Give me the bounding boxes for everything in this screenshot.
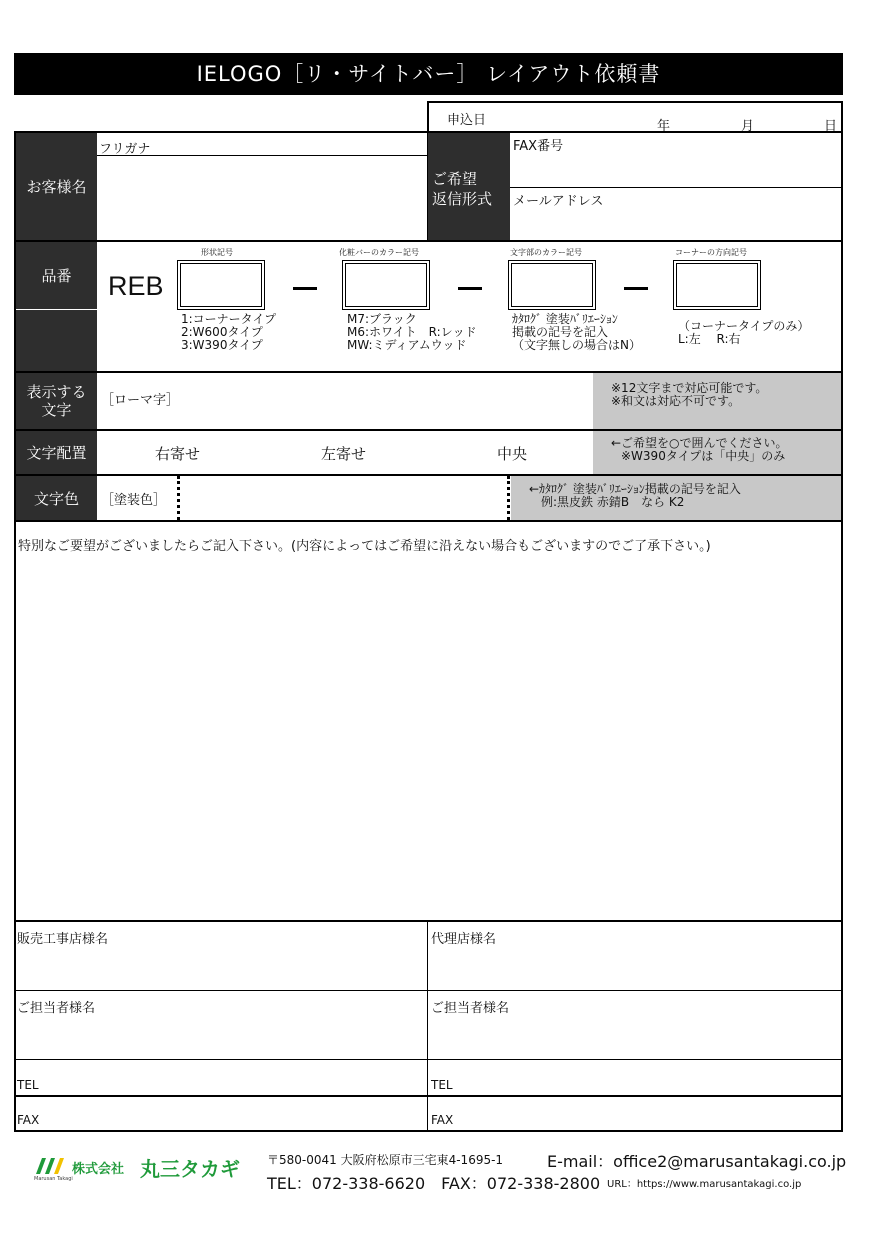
shape-code-header: 形状記号 <box>201 248 233 257</box>
logo-company-type: 株式会社 <box>72 1162 125 1177</box>
text-color-row-note-2: 例:黒皮鉄 赤錆B なら K2 <box>541 495 685 509</box>
customer-label: お客様名 <box>16 133 97 240</box>
special-requests-field[interactable] <box>16 560 841 920</box>
agency-name-label: 代理店様名 <box>431 932 497 947</box>
text-color-row-label: 文字色 <box>16 476 97 520</box>
company-url[interactable]: URL：https://www.marusantakagi.co.jp <box>607 1179 802 1190</box>
text-color-note-2: 掲載の記号を記入 <box>512 325 609 339</box>
corner-note-1: （コーナータイプのみ） <box>678 319 810 333</box>
shop-tel-field[interactable] <box>50 1061 426 1094</box>
logo-company-name: 丸三タカギ <box>140 1157 240 1181</box>
shop-tel-label: TEL <box>17 1078 39 1092</box>
bar-color-notes <box>347 313 477 352</box>
email-field[interactable] <box>511 208 841 240</box>
shop-name-label: 販売工事店様名 <box>17 932 109 947</box>
bar-color-note-2: M6:ホワイト R:レッド <box>347 325 477 339</box>
fax-number-label: FAX番号 <box>513 139 564 154</box>
company-address: 〒580-0041 大阪府松原市三宅東4-1695-1 <box>267 1153 504 1167</box>
apply-day-label: 日 <box>824 119 838 134</box>
apply-date-label: 申込日 <box>447 113 487 128</box>
furigana-label: フリガナ <box>99 142 151 157</box>
display-text-note-2: ※和文は対応不可です。 <box>611 394 741 408</box>
display-text-label-line1: 表示する <box>26 383 87 401</box>
logo-mark-icon <box>34 1156 66 1176</box>
company-phones: TEL：072-338-6620 FAX：072-338-2800 <box>267 1174 601 1193</box>
shop-name-field[interactable] <box>16 946 426 989</box>
text-color-row-notes <box>511 476 841 520</box>
paint-color-field[interactable] <box>181 476 507 520</box>
text-color-row-note-1: ←ｶﾀﾛｸﾞ 塗装ﾊﾞﾘｴｰｼｮﾝ掲載の記号を記入 <box>529 482 741 496</box>
apply-month-label: 月 <box>741 119 755 134</box>
display-text-note-1: ※12文字まで対応可能です。 <box>611 381 768 395</box>
form-title: IELOGO［リ・サイトバー］ レイアウト依頼書 <box>14 53 843 95</box>
alignment-note-1: ←ご希望を○で囲んでください。 <box>611 436 788 450</box>
shape-code-notes <box>181 313 276 352</box>
shop-person-label: ご担当者様名 <box>17 1001 96 1016</box>
alignment-notes <box>593 431 841 474</box>
text-color-box[interactable] <box>508 260 596 310</box>
apply-date-box <box>427 101 843 133</box>
agency-tel-field[interactable] <box>464 1061 841 1094</box>
company-logo <box>34 1152 254 1188</box>
bar-color-note-3: MW:ミディアムウッド <box>347 338 467 352</box>
reply-format-label-line1: ご希望 <box>432 170 478 188</box>
shape-note-1: 1:コーナータイプ <box>181 312 277 326</box>
display-text-label <box>16 373 97 429</box>
text-color-notes <box>512 313 641 352</box>
agency-person-field[interactable] <box>429 1015 841 1058</box>
shop-person-field[interactable] <box>16 1015 426 1058</box>
display-text-notes <box>593 373 841 429</box>
text-color-note-3: （文字無しの場合はN） <box>512 338 641 352</box>
bar-color-note-1: M7:ブラック <box>347 312 417 326</box>
logo-sub-text: Marusan Takagi <box>34 1176 73 1182</box>
display-text-label-line2: 文字 <box>41 401 72 419</box>
apply-year-label: 年 <box>657 119 671 134</box>
email-label: メールアドレス <box>513 194 604 209</box>
fax-number-field[interactable] <box>511 152 841 186</box>
separator-dash-1 <box>293 287 317 290</box>
bar-color-box[interactable] <box>342 260 430 310</box>
agency-name-field[interactable] <box>429 946 841 989</box>
shape-code-box[interactable] <box>177 260 265 310</box>
customer-name-field[interactable] <box>98 156 426 240</box>
shop-fax-field[interactable] <box>50 1098 426 1130</box>
agency-tel-label: TEL <box>431 1078 453 1092</box>
reply-format-label <box>428 133 510 240</box>
align-right-option[interactable]: 右寄せ <box>155 445 201 463</box>
paint-color-hint: ［塗装色］ <box>101 493 167 508</box>
company-email[interactable]: E-mail：office2@marusantakagi.co.jp <box>547 1152 847 1171</box>
corner-direction-header: コーナーの方向記号 <box>675 248 747 257</box>
agency-fax-field[interactable] <box>464 1098 841 1130</box>
align-center-option[interactable]: 中央 <box>497 445 528 463</box>
product-prefix: REB <box>108 271 164 301</box>
corner-direction-box[interactable] <box>673 260 761 310</box>
agency-fax-label: FAX <box>431 1113 454 1127</box>
corner-direction-notes <box>678 320 809 346</box>
display-text-field[interactable] <box>98 373 592 429</box>
separator-dash-3 <box>624 287 648 290</box>
bar-color-header: 化粧バーのカラー記号 <box>339 248 419 257</box>
text-color-note-1: ｶﾀﾛｸﾞ 塗装ﾊﾞﾘｴｰｼｮﾝ <box>512 312 618 326</box>
agency-person-label: ご担当者様名 <box>431 1001 510 1016</box>
text-color-header: 文字部のカラー記号 <box>510 248 582 257</box>
alignment-label: 文字配置 <box>16 431 97 474</box>
align-left-option[interactable]: 左寄せ <box>321 445 367 463</box>
shop-fax-label: FAX <box>17 1113 40 1127</box>
shape-note-2: 2:W600タイプ <box>181 325 263 339</box>
shape-note-3: 3:W390タイプ <box>181 338 263 352</box>
separator-dash-2 <box>458 287 482 290</box>
special-requests-label: 特別なご要望がございましたらご記入下さい。(内容によってはご希望に沿えない場合もございますのでご了承下さい。) <box>18 539 711 554</box>
alignment-note-2: ※W390タイプは「中央」のみ <box>621 449 786 463</box>
reply-format-label-line2: 返信形式 <box>432 190 493 208</box>
product-code-label: 品番 <box>16 242 97 309</box>
corner-note-2: L:左 R:右 <box>678 332 741 346</box>
romaji-hint: ［ローマ字］ <box>101 393 180 408</box>
